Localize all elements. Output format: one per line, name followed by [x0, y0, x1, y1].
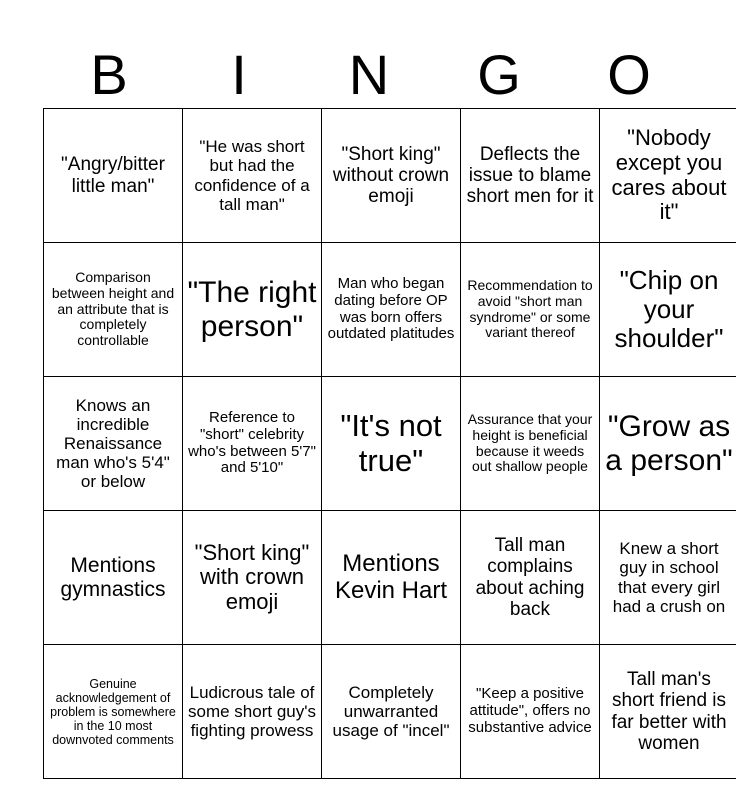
header-letter-i: I [231, 43, 247, 106]
bingo-cell[interactable]: "Nobody except you cares about it" [600, 109, 736, 243]
board-row-2 [44, 243, 736, 377]
board-row-4 [44, 511, 736, 645]
bingo-cell[interactable]: Ludicrous tale of some short guy's fighting prowess [183, 645, 322, 779]
bingo-cell[interactable]: "Keep a positive attitude", offers no substantive advice [461, 645, 600, 779]
bingo-cell[interactable]: Reference to "short" celebrity who's between 5'7" and 5'10" [183, 377, 322, 511]
bingo-cell[interactable]: Knew a short guy in school that every girl had a crush on [600, 511, 736, 645]
header-letter-o: O [607, 43, 651, 106]
bingo-cell[interactable]: "The right person" [183, 243, 322, 377]
bingo-cell[interactable]: "It's not true" [322, 377, 461, 511]
bingo-cell[interactable]: "Grow as a person" [600, 377, 736, 511]
header-letter-n: N [348, 43, 390, 106]
board-row-5 [44, 645, 736, 779]
bingo-cell[interactable]: "Short king" with crown emoji [183, 511, 322, 645]
bingo-cell[interactable]: Comparison between height and an attribute that is completely controllable [44, 243, 183, 377]
bingo-cell[interactable]: Tall man's short friend is far better with women [600, 645, 736, 779]
header-letter-b: B [90, 43, 128, 106]
bingo-cell[interactable]: Mentions gymnastics [44, 511, 183, 645]
bingo-cell[interactable]: "Chip on your shoulder" [600, 243, 736, 377]
header-letter-g: G [477, 43, 521, 106]
bingo-cell[interactable]: Genuine acknowledgement of problem is somewhere in the 10 most downvoted comments [44, 645, 183, 779]
bingo-cell[interactable]: Man who began dating before OP was born offers outdated platitudes [322, 243, 461, 377]
bingo-cell[interactable]: "He was short but had the confidence of a tall man" [183, 109, 322, 243]
board-row-1 [44, 109, 736, 243]
bingo-cell[interactable]: Tall man complains about aching back [461, 511, 600, 645]
bingo-cell[interactable]: Mentions Kevin Hart [322, 511, 461, 645]
bingo-header [44, 40, 694, 110]
bingo-cell[interactable]: Knows an incredible Renaissance man who's 5'4" or below [44, 377, 183, 511]
bingo-cell[interactable]: "Angry/bitter little man" [44, 109, 183, 243]
bingo-cell[interactable]: "Short king" without crown emoji [322, 109, 461, 243]
board-row-3 [44, 377, 736, 511]
bingo-cell[interactable]: Recommendation to avoid "short man syndrome" or some variant thereof [461, 243, 600, 377]
bingo-cell[interactable]: Assurance that your height is beneficial because it weeds out shallow people [461, 377, 600, 511]
bingo-cell[interactable]: Completely unwarranted usage of "incel" [322, 645, 461, 779]
bingo-cell[interactable]: Deflects the issue to blame short men for it [461, 109, 600, 243]
bingo-board [43, 108, 736, 779]
